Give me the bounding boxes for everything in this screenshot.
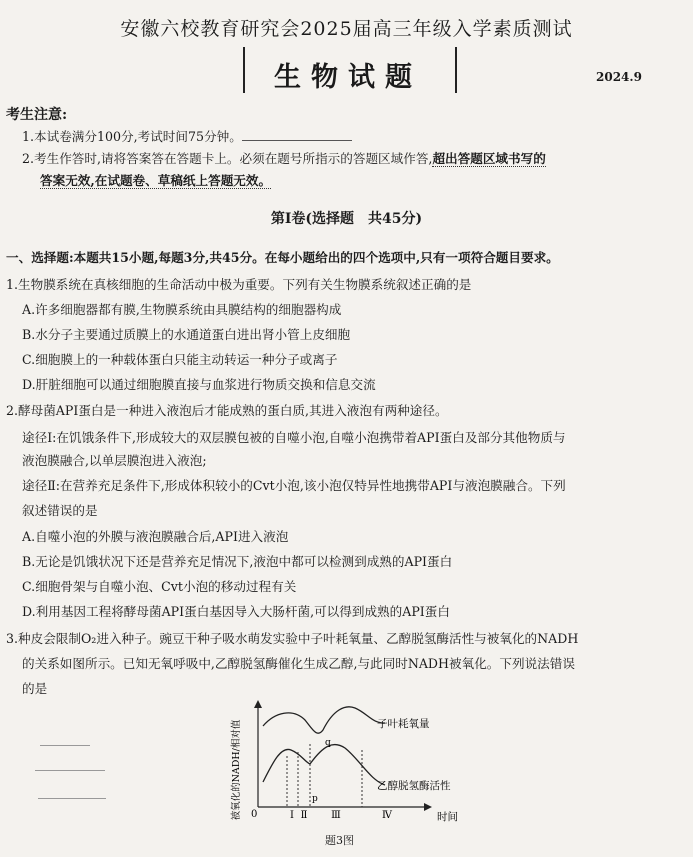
point-q-label: q <box>325 738 331 748</box>
y-axis-arrow <box>254 700 262 708</box>
q2-option-a: A.自噬小泡的外膜与液泡膜融合后,API进入液泡 <box>22 529 289 544</box>
notice-item-2-cont: 答案无效,在试题卷、草稿纸上答题无效。 <box>40 173 272 188</box>
section-title: 第Ⅰ卷(选择题 共45分) <box>270 211 423 227</box>
q2-option-d: D.利用基因工程将酵母菌API蛋白基因导入大肠杆菌,可以得到成熟的API蛋白 <box>22 604 450 619</box>
q2-path2-line2: 叙述错误的是 <box>22 503 98 518</box>
margin-scribble <box>35 770 105 771</box>
q2-path1-line1: 途径Ⅰ:在饥饿条件下,形成较大的双层膜包被的自噬小泡,自噬小泡携带着API蛋白及部分其他物质与 <box>22 430 566 445</box>
margin-scribble <box>38 798 106 799</box>
subject-title: 生物试题 <box>274 62 422 93</box>
q3-figure <box>225 700 475 825</box>
q3-stem-line2: 的关系如图所示。已知无氧呼吸中,乙醇脱氢酶催化生成乙醇,与此同时NADH被氧化。下列说法错误 <box>22 656 575 671</box>
q1-option-c: C.细胞膜上的一种载体蛋白只能主动转运一种分子或离子 <box>22 352 338 367</box>
point-p-label: p <box>312 794 318 804</box>
ethanol-dehydrogenase-curve <box>263 745 385 785</box>
notice-title: 考生注意: <box>6 107 68 123</box>
margin-scribble <box>40 745 90 746</box>
series-label-enzyme: 乙醇脱氢酶活性 <box>377 780 451 792</box>
phase-label: Ⅰ <box>290 810 294 821</box>
q3-stem-line3: 的是 <box>22 681 48 696</box>
figure-ylabel: 被氧化的NADH/相对值 <box>231 719 242 821</box>
phase-label: Ⅲ <box>331 810 341 821</box>
q2-option-c: C.细胞骨架与自噬小泡、Cvt小泡的移动过程有关 <box>22 579 297 594</box>
q2-path1-line2: 液泡膜融合,以单层膜泡进入液泡; <box>22 453 207 468</box>
q2-stem: 2.酵母菌API蛋白是一种进入液泡后才能成熟的蛋白质,其进入液泡有两种途径。 <box>6 403 448 418</box>
notice-item-1: 1.本试卷满分100分,考试时间75分钟。 <box>22 126 352 145</box>
notice-item-2: 2.考生作答时,请将答案答在答题卡上。必须在题号所指示的答题区域作答,超出答题区域书写的 <box>22 151 546 166</box>
q1-option-a: A.许多细胞器都有膜,生物膜系统由具膜结构的细胞器构成 <box>22 302 342 317</box>
section-instruction: 一、选择题:本题共15小题,每题3分,共45分。在每小题给出的四个选项中,只有一项符合题目要求。 <box>6 250 559 265</box>
q2-option-b: B.无论是饥饿状况下还是营养充足情况下,液泡中都可以检测到成熟的API蛋白 <box>22 554 453 569</box>
oxygen-consumption-curve <box>263 707 385 733</box>
origin-label: 0 <box>251 809 258 820</box>
q2-path2-line1: 途径Ⅱ:在营养充足条件下,形成体积较小的Cvt小泡,该小泡仅特异性地携带API与液泡膜融合。下列 <box>22 478 566 493</box>
exam-date: 2024.9 <box>596 70 642 84</box>
phase-label: Ⅱ <box>300 810 308 821</box>
figure-xlabel: 时间 <box>437 811 458 823</box>
exam-header-title: 安徽六校教育研究会2025届高三年级入学素质测试 <box>120 18 573 40</box>
series-label-oxygen: 子叶耗氧量 <box>377 718 430 730</box>
q1-option-b: B.水分子主要通过质膜上的水通道蛋白进出肾小管上皮细胞 <box>22 327 351 342</box>
phase-label: Ⅳ <box>382 810 392 821</box>
q1-stem: 1.生物膜系统在真核细胞的生命活动中极为重要。下列有关生物膜系统叙述正确的是 <box>6 277 472 292</box>
figure-caption: 题3图 <box>325 834 354 847</box>
x-axis-arrow <box>424 803 432 811</box>
q3-stem-line1: 3.种皮会限制O₂进入种子。豌豆干种子吸水萌发实验中子叶耗氧量、乙醇脱氢酶活性与被氧化的NADH <box>6 631 579 646</box>
q1-option-d: D.肝脏细胞可以通过细胞膜直接与血浆进行物质交换和信息交流 <box>22 377 376 392</box>
